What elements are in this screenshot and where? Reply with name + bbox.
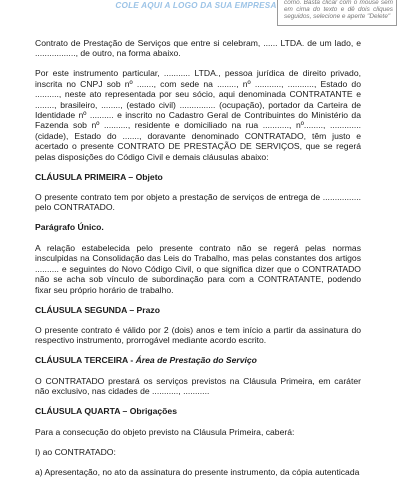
clause-four-item-i: I) ao CONTRATADO: [35,446,116,457]
clause-three-title: CLÁUSULA TERCEIRA - [35,355,136,366]
clause-four-heading [35,406,361,416]
clause-four-subtitle: Obrigações [129,406,177,417]
sole-paragraph-text: A relação estabelecida pelo presente contrato não se regerá pelas normas insculpidas na Consolidação das Leis do Trabalho, mas pelas constantes dos artigos .......... e seguintes do Novo Código Civil, o que significa dizer que o CONTRATADO não se acha sob vínculo de subordinação para com a CONTRATANTE, podendo fixar seu próprio horário de trabalho. [35,242,361,295]
clause-two-text: O presente contrato é válido por 2 (dois) anos e tem início a partir da assinatura do respectivo instrumento, prorrogável mediante acordo escrito. [35,324,361,346]
clause-three-subtitle: Área de Prestação do Serviço [135,355,257,366]
clause-two-heading [35,305,361,315]
clause-one-title: CLÁUSULA PRIMEIRA – [35,171,136,182]
clause-three-text: O CONTRATADO prestará os serviços previstos na Cláusula Primeira, em caráter não exclusivo, nas cidades de ..........., ........... [35,375,361,397]
edit-tip-box: como. Basta clicar com o mouse sem em cima do texto e dê dois cliques seguidos, selecione e aperte "Delete" [277,0,397,26]
contract-intro: Contrato de Prestação de Serviços que entre si celebram, ...... LTDA. de um lado, e ................., de outro, na forma abaixo. [35,38,361,59]
sole-paragraph-heading: Parágrafo Único. [35,222,104,233]
clause-one-subtitle: Objeto [135,171,163,182]
clause-one-text: O presente contrato tem por objeto a prestação de serviços de entrega de ................ pelo CONTRATADO. [35,192,361,213]
clause-two-title: CLÁUSULA SEGUNDA – [35,304,137,315]
parties-paragraph: Por este instrumento particular, ........... LTDA., pessoa jurídica de direito privado, inscrita no CNPJ sob nº ......., com sede na ........, nº ..........., ..........., Estado do .........., neste ato representada por seu sócio, aqui denominada CONTRATANTE e ........, brasileiro, ........, (estado civil) ............... (ocupação), portador da Carteira de Identidade nº .......... e inscrito no Cadastro Geral de Contribuintes do Ministério da Fazenda sob nº .........., residente e domiciliado na rua ..........., nº........, ............. (cidade), Estado do ......., doravante denominado CONTRATADO, têm justo e acertado o presente CONTRATO DE PRESTAÇÃO DE SERVIÇOS, que se regerá pelas disposições do Código Civil e demais cláusulas abaixo: [35,68,361,162]
clause-four-title: CLÁUSULA QUARTA – [35,406,130,417]
clause-four-intro: Para a consecução do objeto previsto na Cláusula Primeira, caberá: [35,426,295,437]
clause-two-subtitle: Prazo [136,304,160,315]
clause-four-item-a: a) Apresentação, no ato da assinatura do presente instrumento, da cópia autenticada [35,466,360,477]
clause-one-heading [35,172,361,182]
logo-placeholder: COLE AQUI A LOGO DA SUA EMPRESA [108,0,284,14]
contract-document [35,38,361,487]
clause-three-heading [35,355,361,365]
